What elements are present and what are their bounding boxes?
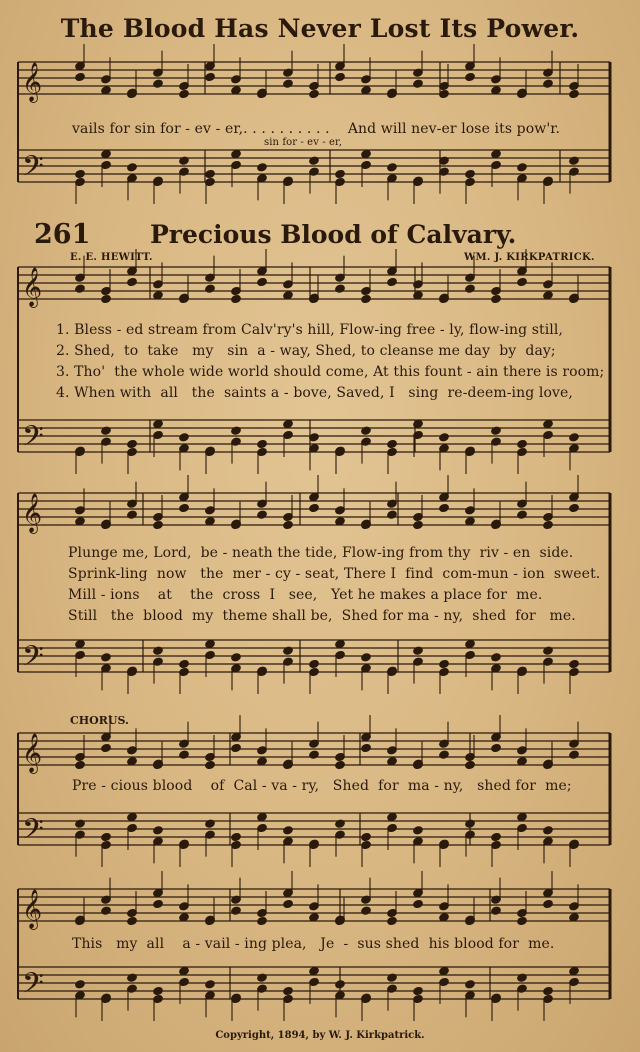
author-credit: E. E. HEWITT.: [70, 252, 153, 263]
verse-1-line-2: Plunge me, Lord, be - neath the tide, Flow-ing from thy riv - en side.: [68, 545, 574, 561]
chorus-line-2: This my all a - vail - ing plea, Je - sus shed his blood for me.: [72, 936, 555, 952]
copyright-notice: Copyright, 1894, by W. J. Kirkpatrick.: [215, 1030, 425, 1041]
svg-text:𝄢: 𝄢: [22, 420, 44, 460]
chorus-label: CHORUS.: [70, 714, 129, 727]
svg-text:𝄢: 𝄢: [22, 813, 44, 853]
verse-3-line-2: Mill - ions at the cross I see, Yet he makes a place for me.: [68, 587, 543, 603]
verse-4-line-1: 4. When with all the saints a - bove, Saved, I sing re-deem-ing love,: [56, 385, 573, 401]
verse-2-line-1: 2. Shed, to take my sin a - way, Shed, to cleanse me day by day;: [56, 343, 556, 359]
svg-text:𝄢: 𝄢: [22, 640, 44, 680]
verse-4-line-2: Still the blood my theme shall be, Shed for ma - ny, shed for me.: [68, 608, 576, 624]
svg-text:𝄞: 𝄞: [22, 62, 43, 102]
hymn-title: Precious Blood of Calvary.: [150, 220, 517, 249]
svg-text:𝄢: 𝄢: [22, 967, 44, 1007]
svg-text:𝄞: 𝄞: [22, 493, 43, 533]
hymn-number: 261: [34, 219, 91, 250]
composer-credit: WM. J. KIRKPATRICK.: [464, 252, 595, 263]
svg-text:𝄞: 𝄞: [22, 733, 43, 773]
svg-text:𝄞: 𝄞: [22, 267, 43, 307]
verse-2-line-2: Sprink-ling now the mer - cy - seat, There I find com-mun - ion sweet.: [68, 566, 601, 582]
verse-1-line-1: 1. Bless - ed stream from Calv'ry's hill, Flow-ing free - ly, flow-ing still,: [56, 322, 564, 338]
svg-text:𝄞: 𝄞: [22, 889, 43, 929]
chorus-line-1: Pre - cious blood of Cal - va - ry, Shed for ma - ny, shed for me;: [72, 778, 572, 794]
top-hymn-title: The Blood Has Never Lost Its Power.: [60, 14, 580, 43]
verse-3-line-1: 3. Tho' the whole wide world should come, At this fount - ain there is room;: [56, 364, 605, 380]
top-hymn-lyric: vails for sin for - ev - er,. . . . . . . . . . And will nev-er lose its pow'r.: [72, 121, 561, 137]
top-hymn-small-lyric: sin for - ev - er,: [264, 137, 343, 148]
svg-text:𝄢: 𝄢: [22, 150, 44, 190]
